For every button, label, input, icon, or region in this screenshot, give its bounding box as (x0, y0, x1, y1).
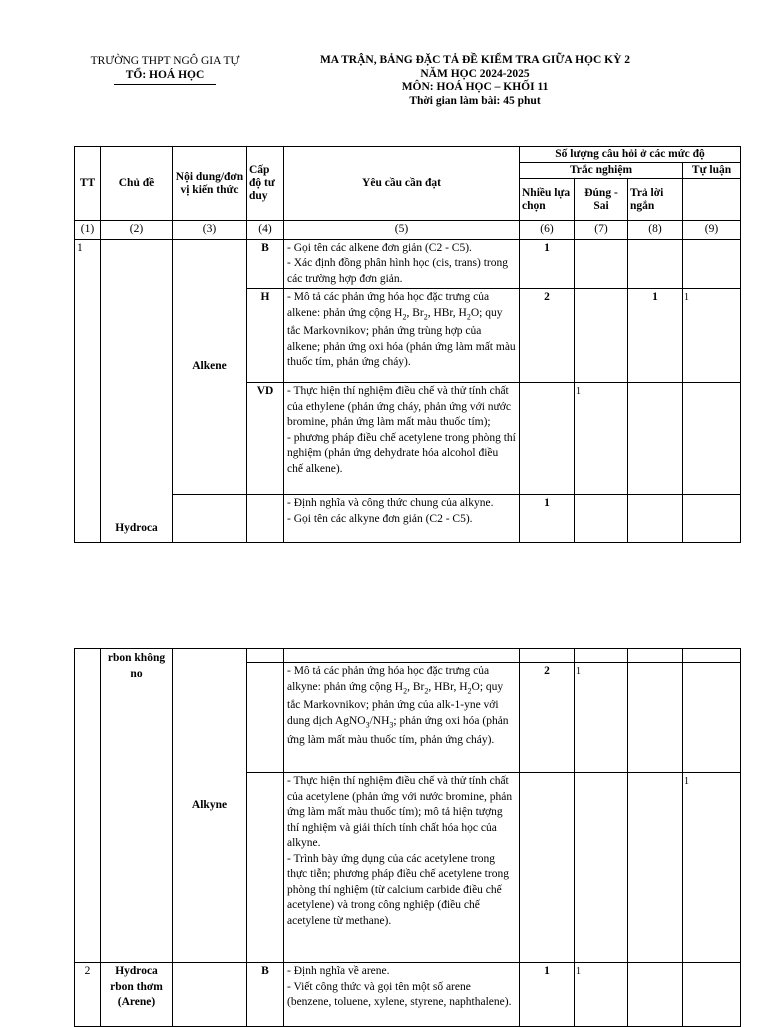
school-name: TRƯỜNG THPT NGÔ GIA TỰ (90, 55, 240, 67)
table-row (75, 649, 741, 663)
tf-count (575, 495, 628, 543)
requirement-cell (284, 649, 520, 663)
requirement-cell: - Mô tả các phản ứng hóa học đặc trưng của alkene: phản ứng cộng $H_2$, $Br_2$, HBr, $H_2O$; quy tắc Markovnikov; phản ứng trùng hợp của alkene; phản ứng oxi hóa (phản ứng làm mất màu thuốc tím, phản ứng cháy). (284, 289, 520, 383)
requirement-text: - Định nghĩa và công thức chung của alkyne. - Gọi tên các alkyne đơn giản (C2 - C5). (287, 497, 494, 525)
essay-count (683, 649, 741, 663)
requirement-text: - Định nghĩa về arene. - Viết công thức và gọi tên một số arene (benzene, toluene, xylene, styrene, naphthalene). (287, 965, 512, 1008)
row-number: 1 (75, 239, 101, 543)
mcq-count (520, 773, 575, 963)
requirement-text: - Thực hiện thí nghiệm điều chế và thử tính chất của acetylene (phản ứng với nước bromine, phản ứng làm mất màu thuốc tím); mô tả hiện tượng thí nghiệm và giải thích tính chất hóa học của alkyne. - Trình bày ứng dụng của các acetylene trong thực tiễn; phương pháp điều chế acetylene trong phòng thí nghiệm (từ calcium carbide điều chế acetylene) và trong công nghiệp (điều chế acetylene từ methane). (287, 775, 513, 927)
col-tt: TT (75, 147, 101, 221)
col-truefalse: Đúng - Sai (575, 179, 628, 221)
requirement-cell (284, 963, 520, 1027)
col-count-group: Số lượng câu hỏi ở các mức độ (520, 147, 741, 163)
index-cell: (7) (575, 221, 628, 240)
tf-count: 1 (575, 663, 628, 773)
document-title-block (300, 54, 650, 108)
index-cell: (4) (247, 221, 284, 240)
col-essay: Tự luận (683, 163, 741, 179)
mcq-count: 2 (520, 663, 575, 773)
requirement-cell (284, 383, 520, 495)
tf-count (575, 773, 628, 963)
school-header (70, 54, 260, 85)
level-cell: B (247, 239, 284, 289)
content-cell-alkyne: Alkyne (173, 649, 247, 963)
department-name: TỔ: HOÁ HỌC (114, 68, 217, 85)
table-row (75, 239, 741, 289)
mcq-count (520, 649, 575, 663)
index-cell: (3) (173, 221, 247, 240)
table-row (75, 495, 741, 543)
col-requirement: Yêu cầu cần đạt (284, 147, 520, 221)
row-number (75, 649, 101, 963)
col-level: Cấp độ tư duy (247, 147, 284, 221)
essay-count (683, 663, 741, 773)
level-cell (247, 663, 284, 773)
content-cell (173, 495, 247, 543)
index-row (75, 221, 741, 240)
level-cell: H (247, 289, 284, 383)
school-year: NĂM HỌC 2024-2025 (420, 67, 530, 80)
essay-count (683, 239, 741, 289)
essay-count (683, 495, 741, 543)
level-cell (247, 773, 284, 963)
mcq-count (520, 383, 575, 495)
col-objective: Trắc nghiệm (520, 163, 683, 179)
short-count (628, 495, 683, 543)
essay-count (683, 963, 741, 1027)
mcq-count: 1 (520, 963, 575, 1027)
col-short: Trả lời ngắn (628, 179, 683, 221)
content-cell (173, 963, 247, 1027)
requirement-cell (284, 239, 520, 289)
tf-count: 1 (575, 963, 628, 1027)
short-count (628, 773, 683, 963)
topic-cell: Hydroca rbon thơm (Arene) (101, 963, 173, 1027)
short-count (628, 239, 683, 289)
essay-count: 1 (683, 773, 741, 963)
col-topic: Chủ đề (101, 147, 173, 221)
requirement-cell: - Mô tả các phản ứng hóa học đặc trưng của alkyne: phản ứng cộng $H_2$, $Br_2$, HBr, $H_2O$; quy tắc Markovnikov; phản ứng của alk-1-yne với dung dịch $AgNO_3/NH_3$; phản ứng oxi hóa (phản ứng làm mất màu thuốc tím, phản ứng cháy). (284, 663, 520, 773)
content-cell-alkene: Alkene (173, 239, 247, 495)
exam-duration: Thời gian làm bài: 45 phut (409, 94, 541, 107)
col-content: Nội dung/đơn vị kiến thức (173, 147, 247, 221)
requirement-cell (284, 773, 520, 963)
requirement-cell (284, 495, 520, 543)
tf-count: 1 (575, 383, 628, 495)
matrix-table-page-1 (74, 146, 741, 543)
short-count (628, 963, 683, 1027)
short-count (628, 663, 683, 773)
index-cell: (2) (101, 221, 173, 240)
row-number: 2 (75, 963, 101, 1027)
topic-cell: rbon không no (101, 649, 173, 963)
level-cell (247, 495, 284, 543)
short-count (628, 649, 683, 663)
short-count (628, 383, 683, 495)
index-cell: (9) (683, 221, 741, 240)
document-title: MA TRẬN, BẢNG ĐẶC TẢ ĐỀ KIỂM TRA GIỮA HỌC KỲ 2 (319, 54, 631, 66)
essay-count (683, 383, 741, 495)
tf-count (575, 239, 628, 289)
requirement-text: - Thực hiện thí nghiệm điều chế và thử tính chất của ethylene (phản ứng cháy, phản ứng với nước bromine, phản ứng làm mất màu thuốc tím); - phương pháp điều chế acetylene trong phòng thí nghiệm (phản ứng dehydrate hóa alcohol điều chế alkene). (287, 385, 516, 475)
topic-cell: Hydroca (101, 239, 173, 543)
tf-count (575, 289, 628, 383)
index-cell: (5) (284, 221, 520, 240)
level-cell: B (247, 963, 284, 1027)
matrix-table-page-2 (74, 648, 741, 1027)
col-essay-blank (683, 179, 741, 221)
tf-count (575, 649, 628, 663)
col-mcq: Nhiều lựa chọn (520, 179, 575, 221)
essay-count: 1 (683, 289, 741, 383)
index-cell: (1) (75, 221, 101, 240)
level-cell: VD (247, 383, 284, 495)
index-cell: (6) (520, 221, 575, 240)
subject-grade: MÔN: HOÁ HỌC – KHỐI 11 (401, 81, 549, 93)
short-count: 1 (628, 289, 683, 383)
mcq-count: 1 (520, 495, 575, 543)
table-row (75, 963, 741, 1027)
requirement-text: - Gọi tên các alkene đơn giản (C2 - C5). - Xác định đồng phân hình học (cis, trans) trong các trường hợp đơn giản. (287, 241, 509, 285)
level-cell (247, 649, 284, 663)
mcq-count: 2 (520, 289, 575, 383)
mcq-count: 1 (520, 239, 575, 289)
index-cell: (8) (628, 221, 683, 240)
